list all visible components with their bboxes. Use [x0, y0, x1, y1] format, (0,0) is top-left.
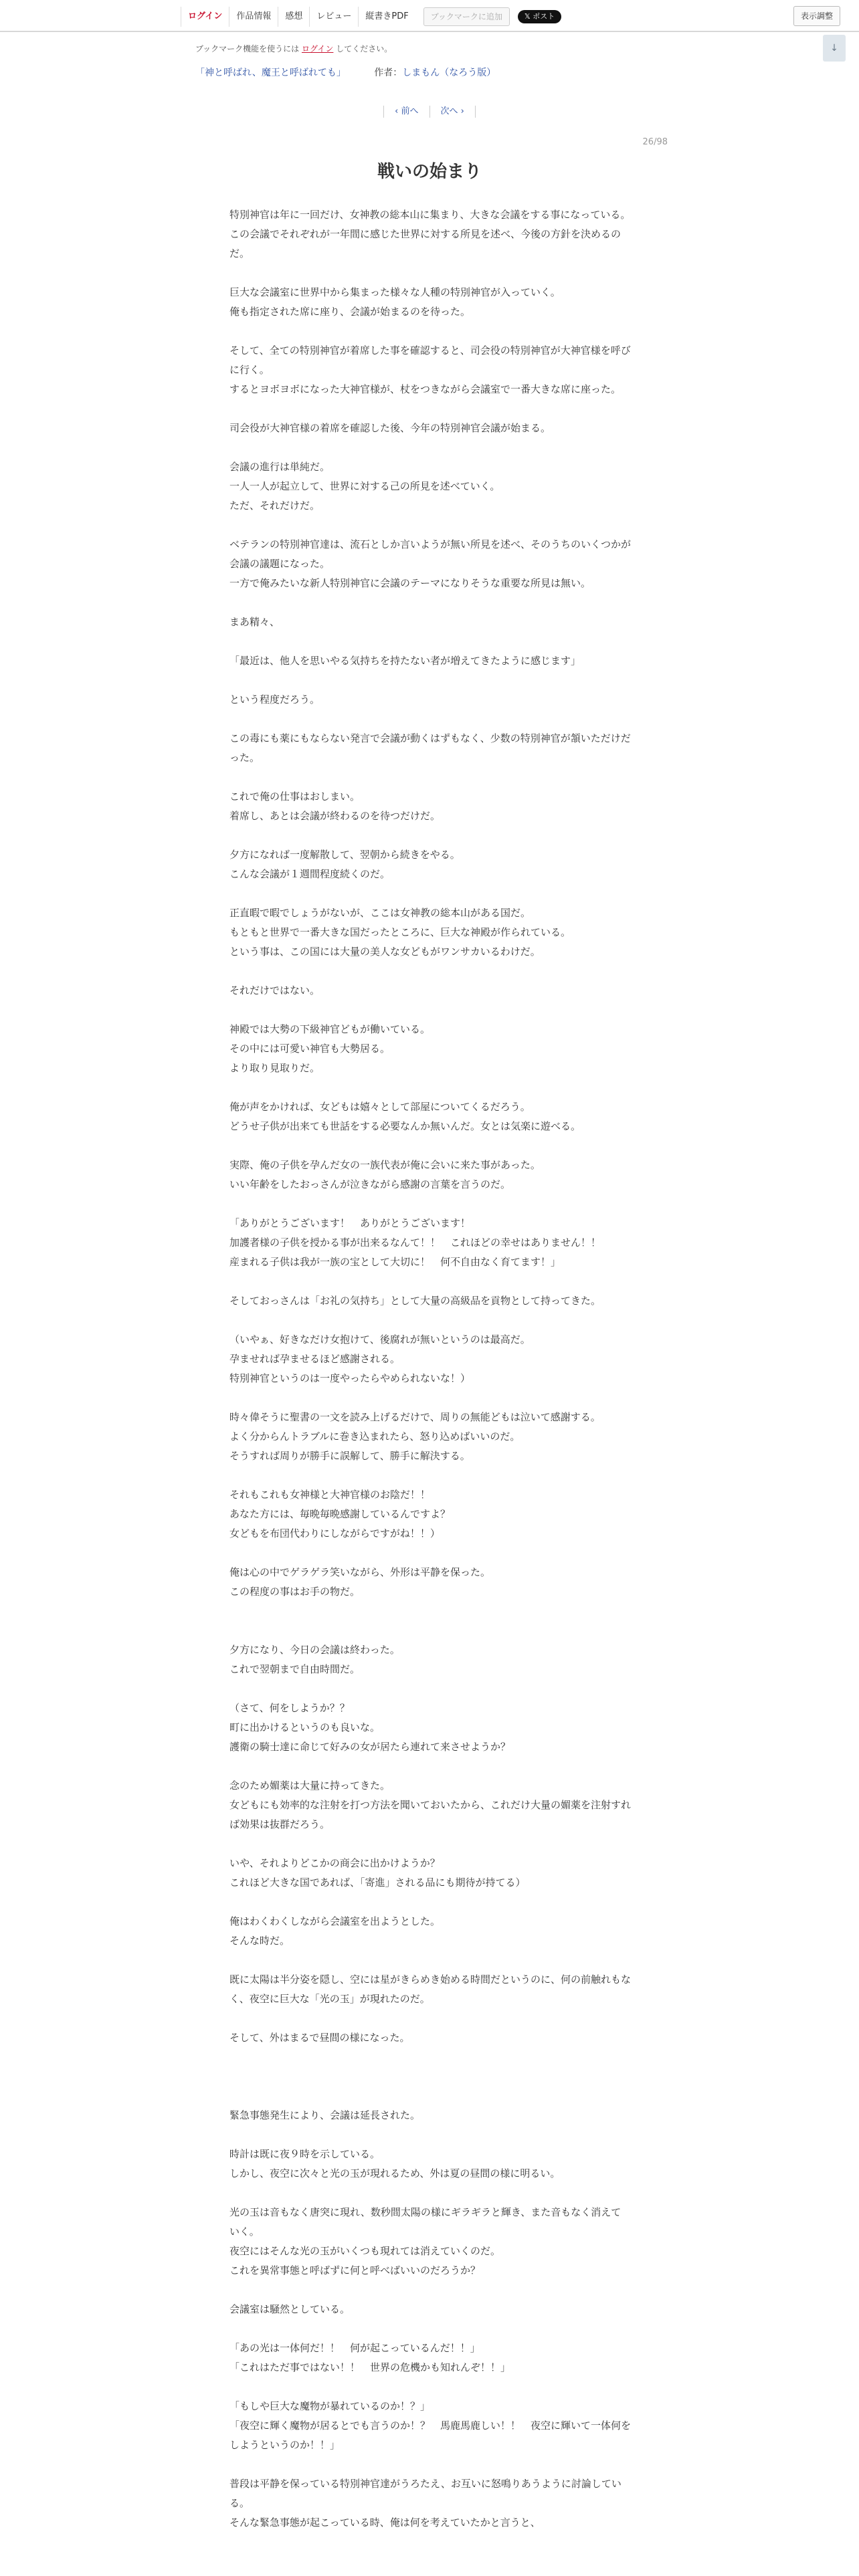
body-paragraph [229, 399, 631, 419]
display-settings-button[interactable]: 表示調整 [793, 6, 840, 26]
body-paragraph: 正直暇で暇でしょうがないが、ここは女神教の総本山がある国だ。 [229, 907, 531, 919]
body-paragraph: 「最近は、他人を思いやる気持ちを持たない者が増えてきたように感じます」 [229, 655, 581, 667]
body-paragraph: いい年齢をしたおっさんが泣きながら感謝の言葉を言うのだ。 [229, 1178, 511, 1190]
body-paragraph [229, 1543, 631, 1563]
body-paragraph: 夕方になり、今日の会議は終わった。 [229, 1644, 400, 1656]
body-paragraph: という事は、この国には大量の美人な女どもがワンサカいるわけだ。 [229, 946, 541, 958]
body-paragraph [229, 593, 631, 613]
notice-text-before: ブックマーク機能を使うには [195, 44, 302, 53]
body-paragraph: 「これはただ事ではない！！ 世界の危機かも知れんぞ！！」 [229, 2361, 511, 2373]
body-paragraph: 護衛の騎士達に命じて好みの女が居たら連れて来させようか？ [229, 1741, 511, 1753]
body-paragraph [229, 1000, 631, 1020]
body-paragraph: 特別神官は年に一回だけ、女神教の総本山に集まり、大きな会議をする事になっている。 [229, 209, 631, 221]
body-paragraph: 会議の進行は単純だ。 [229, 461, 330, 473]
body-paragraph: もともと世界で一番大きな国だったところに、巨大な神殿が作られている。 [229, 926, 571, 938]
body-paragraph: それだけではない。 [229, 984, 320, 996]
body-paragraph: 夜空にはそんな光の玉がいくつも現れては消えていくのだ。 [229, 2245, 501, 2257]
body-paragraph: この程度の事はお手の物だ。 [229, 1586, 361, 1598]
body-paragraph [229, 826, 631, 845]
body-paragraph: そんな時だ。 [229, 1935, 290, 1947]
body-paragraph [229, 1272, 631, 1291]
body-paragraph [229, 1757, 631, 1776]
body-paragraph [229, 1679, 631, 1699]
bookmark-login-notice [195, 43, 392, 54]
body-paragraph [229, 632, 631, 651]
body-paragraph: この毒にも薬にもならない発言で会議が動くはずもなく、少数の特別神官が頷いただけだった。 [229, 732, 631, 764]
body-paragraph [229, 710, 631, 729]
nav-novel-info-link[interactable]: 作品情報 [229, 7, 278, 27]
chapter-title: 戦いの始まり [377, 162, 482, 182]
body-paragraph: 俺が声をかければ、女どもは嬉々として部屋についてくるだろう。 [229, 1101, 531, 1113]
body-paragraph [229, 2455, 631, 2474]
body-paragraph: 「夜空に輝く魔物が居るとでも言うのか！？ 馬鹿馬鹿しい！！ 夜空に輝いて一体何をしようというのか！！」 [229, 2420, 632, 2451]
body-paragraph: 夕方になれば一度解散して、翌朝から続きをやる。 [229, 849, 460, 861]
body-paragraph [229, 1893, 631, 1912]
body-paragraph: 会議室は騒然としている。 [229, 2303, 351, 2315]
body-paragraph [229, 516, 631, 535]
body-paragraph: 光の玉は音もなく唐突に現れ、数秒間太陽の様にギラギラと輝き、また音もなく消えていく。 [229, 2206, 622, 2238]
x-post-button[interactable]: 𝕏 ポスト [518, 10, 561, 23]
body-paragraph: この会議でそれぞれが一年間に感じた世界に対する所見を述べ、今後の方針を決めるのだ。 [229, 228, 622, 259]
body-paragraph [229, 2067, 631, 2086]
body-paragraph: 実際、俺の子供を孕んだ女の一族代表が俺に会いに来た事があった。 [229, 1159, 541, 1171]
body-paragraph [229, 1951, 631, 1970]
body-paragraph: より取り見取りだ。 [229, 1062, 320, 1074]
prev-episode-link[interactable]: ‹ 前へ [383, 106, 429, 118]
nav-impression-link[interactable]: 感想 [278, 7, 309, 27]
author-label: 作者： [374, 68, 403, 78]
body-paragraph: これを異常事態と呼ばずに何と呼べばいいのだろうか？ [229, 2264, 481, 2276]
body-paragraph: 緊急事態発生により、会議は延長された。 [229, 2109, 421, 2121]
body-paragraph [229, 2048, 631, 2067]
body-paragraph [229, 1311, 631, 1330]
author-link[interactable]: しまもん（なろう版） [402, 68, 496, 78]
body-paragraph [229, 2125, 631, 2145]
body-paragraph: 巨大な会議室に世界中から集まった様々な人種の特別神官が入っていく。 [229, 286, 561, 298]
body-paragraph [229, 1194, 631, 1214]
body-paragraph: 特別神官というのは一度やったらやめられないな！） [229, 1372, 471, 1384]
body-paragraph: あなた方には、毎晩毎晩感謝しているんですよ？ [229, 1508, 451, 1520]
body-paragraph: 女どもを布団代わりにしながらですがね！！） [229, 1527, 440, 1539]
body-paragraph: という程度だろう。 [229, 693, 320, 706]
body-paragraph [229, 2319, 631, 2339]
notice-login-link[interactable]: ログイン [301, 44, 334, 53]
body-paragraph: 俺は心の中でゲラゲラ笑いながら、外形は平静を保った。 [229, 1566, 491, 1578]
body-paragraph: その中には可愛い神官も大勢居る。 [229, 1043, 391, 1055]
novel-title-link[interactable]: 「神と呼ばれ、魔王と呼ばれても」 [195, 68, 346, 78]
body-paragraph [229, 1621, 631, 1640]
body-paragraph: これで俺の仕事はおしまい。 [229, 790, 361, 802]
main-nav [181, 7, 561, 27]
body-paragraph [229, 2280, 631, 2300]
novel-header [195, 66, 496, 79]
body-paragraph: 町に出かけるというのも良いな。 [229, 1721, 381, 1733]
novel-body-text [229, 205, 631, 2533]
body-paragraph: 司会役が大神官様の着席を確認した後、今年の特別神官会議が始まる。 [229, 422, 551, 434]
scroll-down-button[interactable] [823, 35, 846, 62]
body-paragraph: 神殿では大勢の下級神官どもが働いている。 [229, 1023, 431, 1035]
body-paragraph [229, 1136, 631, 1156]
body-paragraph [229, 884, 631, 903]
body-paragraph: 一人一人が起立して、世界に対する己の所見を述べていく。 [229, 480, 500, 492]
body-paragraph: そして、外はまるで昼間の様になった。 [229, 2032, 410, 2044]
top-navigation-bar [0, 0, 859, 32]
body-paragraph: よく分からんトラブルに巻き込まれたら、怒り込めばいいのだ。 [229, 1430, 520, 1442]
body-paragraph [229, 962, 631, 981]
episode-number: 26/98 [642, 137, 668, 147]
nav-vertical-pdf-link[interactable]: 縦書きPDF [358, 7, 415, 27]
body-paragraph: 「あの光は一体何だ！！ 何が起こっているんだ！！」 [229, 2342, 480, 2354]
body-paragraph: 時計は既に夜９時を示している。 [229, 2148, 381, 2160]
body-paragraph: するとヨボヨボになった大神官様が、杖をつきながら会議室で一番大きな席に座った。 [229, 383, 622, 395]
body-paragraph: 俺も指定された席に座り、会議が始まるのを待った。 [229, 306, 471, 318]
body-paragraph: （さて、何をしようか？？ [229, 1702, 350, 1714]
body-paragraph [229, 1078, 631, 1097]
body-paragraph [229, 1388, 631, 1408]
body-paragraph: 一方で俺みたいな新人特別神官に会議のテーマになりそうな重要な所見は無い。 [229, 577, 591, 589]
body-paragraph [229, 2086, 631, 2106]
body-paragraph [229, 1466, 631, 1485]
nav-review-link[interactable]: レビュー [309, 7, 358, 27]
body-paragraph [229, 438, 631, 457]
body-paragraph: これほど大きな国であれば、「寄進」される品にも期待が持てる） [229, 1876, 526, 1889]
body-paragraph: そして、全ての特別神官が着席した事を確認すると、司会役の特別神官が大神官様を呼びに行く。 [229, 344, 631, 376]
body-paragraph: 着席し、あとは会議が終わるのを待つだけだ。 [229, 810, 441, 822]
body-paragraph: そんな緊急事態が起こっている時、俺は何を考えていたかと言うと、 [229, 2516, 541, 2529]
body-paragraph: 加護者様の子供を授かる事が出来るなんて！！ これほどの幸せはありません！！ [229, 1237, 601, 1249]
next-episode-link[interactable]: 次へ › [430, 106, 476, 118]
notice-text-after: してください。 [333, 44, 393, 53]
body-paragraph: そうすれば周りが勝手に誤解して、勝手に解決する。 [229, 1450, 470, 1462]
add-bookmark-button[interactable]: ブックマークに追加 [423, 7, 510, 26]
body-paragraph: ベテランの特別神官達は、流石としか言いようが無い所見を述べ、そのうちのいくつかが会議の議題になった。 [229, 538, 632, 570]
body-paragraph [229, 322, 631, 341]
body-paragraph: いや、それよりどこかの商会に出かけようか？ [229, 1857, 440, 1869]
body-paragraph: 女どもにも効率的な注射を打つ方法を聞いておいたから、これだけ大量の媚薬を注射すれば効果は抜群だろう。 [229, 1799, 632, 1830]
body-paragraph [229, 2009, 631, 2028]
body-paragraph: しかし、夜空に次々と光の玉が現れるため、外は夏の昼間の様に明るい。 [229, 2167, 561, 2179]
body-paragraph [229, 2183, 631, 2203]
body-paragraph [229, 2377, 631, 2397]
arrow-down-icon: ↓ [830, 43, 838, 53]
nav-login-link[interactable]: ログイン [181, 7, 229, 27]
body-paragraph: 産まれる子供は我が一族の宝として大切に！ 何不自由なく育てます！」 [229, 1256, 561, 1268]
body-paragraph: 俺はわくわくしながら会議室を出ようとした。 [229, 1915, 441, 1927]
body-paragraph: （いやぁ、好きなだけ女抱けて、後腐れが無いというのは最高だ。 [229, 1333, 531, 1346]
body-paragraph: 孕ませれば孕ませるほど感謝される。 [229, 1353, 401, 1365]
body-paragraph: 普段は平静を保っている特別神官達がうろたえ、お互いに怒鳴りあうように討論している。 [229, 2478, 622, 2509]
body-paragraph [229, 263, 631, 283]
body-paragraph: ただ、それだけだ。 [229, 500, 320, 512]
body-paragraph: これで翌朝まで自由時間だ。 [229, 1663, 361, 1675]
body-paragraph: 既に太陽は半分姿を隠し、空には星がきらめき始める時間だというのに、何の前触れもなく、夜空に巨大な「光の玉」が現れたのだ。 [229, 1973, 632, 2005]
body-paragraph: 「もしや巨大な魔物が暴れているのか！？」 [229, 2400, 431, 2412]
body-paragraph: そしておっさんは「お礼の気持ち」として大量の高級品を貢物として持ってきた。 [229, 1295, 601, 1307]
body-paragraph [229, 1602, 631, 1621]
body-paragraph: どうせ子供が出来ても世話をする必要なんか無いんだ。女とは気楽に遊べる。 [229, 1120, 581, 1132]
body-paragraph [229, 671, 631, 690]
body-paragraph: 念のため媚薬は大量に持ってきた。 [229, 1780, 391, 1792]
body-paragraph [229, 768, 631, 787]
body-paragraph: 時々偉そうに聖書の一文を読み上げるだけで、周りの無能どもは泣いて感謝する。 [229, 1411, 601, 1423]
body-paragraph [229, 1834, 631, 1854]
body-paragraph: それもこれも女神様と大神官様のお陰だ！！ [229, 1489, 431, 1501]
body-paragraph: こんな会議が１週間程度続くのだ。 [229, 868, 391, 880]
body-paragraph: まあ精々、 [229, 616, 280, 628]
body-paragraph: 「ありがとうございます！ ありがとうございます！ [229, 1217, 471, 1229]
episode-pager [0, 106, 859, 118]
